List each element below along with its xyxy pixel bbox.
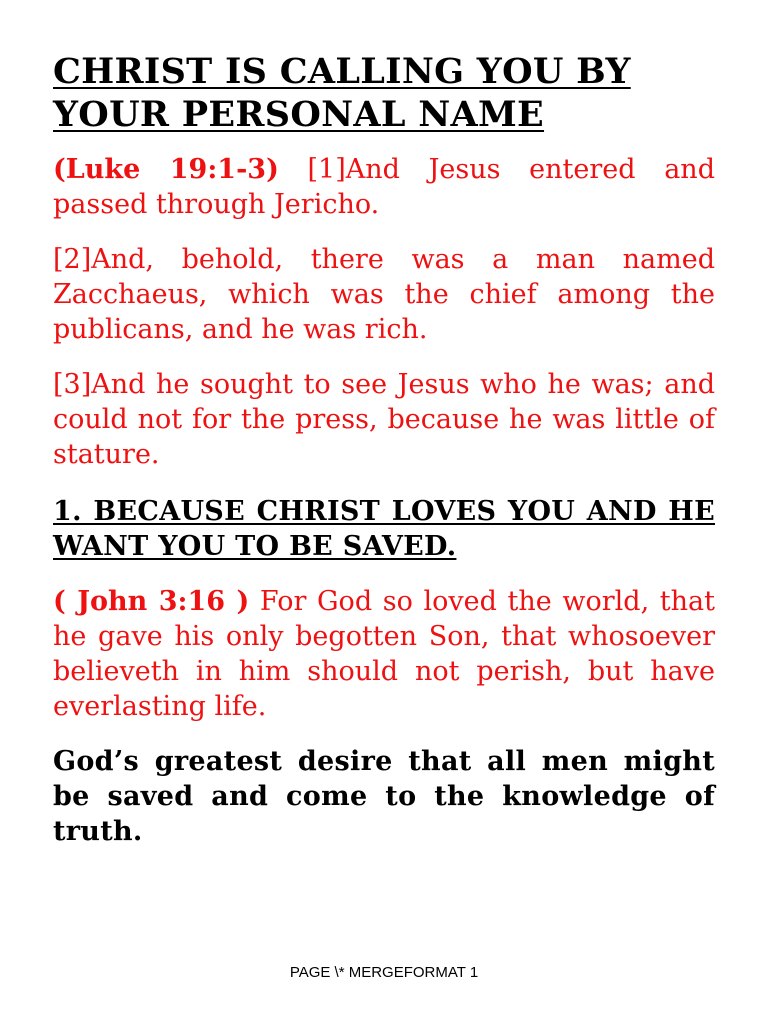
scripture-reference-john: ( John 3:16 ) <box>53 586 250 617</box>
document-title: CHRIST IS CALLING YOU BY YOUR PERSONAL NAME <box>53 51 631 135</box>
closing-statement: God’s greatest desire that all men might be saved and come to the knowledge of truth. <box>53 746 715 847</box>
scripture-verse-1: [1]And Jesus entered and passed through Jericho. <box>53 154 715 220</box>
section-heading-1: 1. BECAUSE CHRIST LOVES YOU AND HE WANT YOU TO BE SAVED. <box>53 496 715 562</box>
document-page <box>53 50 715 849</box>
scripture-verse-2: [2]And, behold, there was a man named Zacchaeus, which was the chief among the publicans, and he was rich. <box>53 244 715 345</box>
scripture-john-text: For God so loved the world, that he gave his only begotten Son, that whosoever believeth in him should not perish, but have everlasting life. <box>53 586 715 722</box>
page-footer: PAGE \* MERGEFORMAT 1 <box>289 964 479 981</box>
scripture-verse-3: [3]And he sought to see Jesus who he was; and could not for the press, because he was little of stature. <box>53 369 715 470</box>
scripture-reference-luke: (Luke 19:1-3) <box>53 154 279 185</box>
scripture-luke-19-1 <box>53 152 715 222</box>
scripture-john-3-16 <box>53 584 715 724</box>
